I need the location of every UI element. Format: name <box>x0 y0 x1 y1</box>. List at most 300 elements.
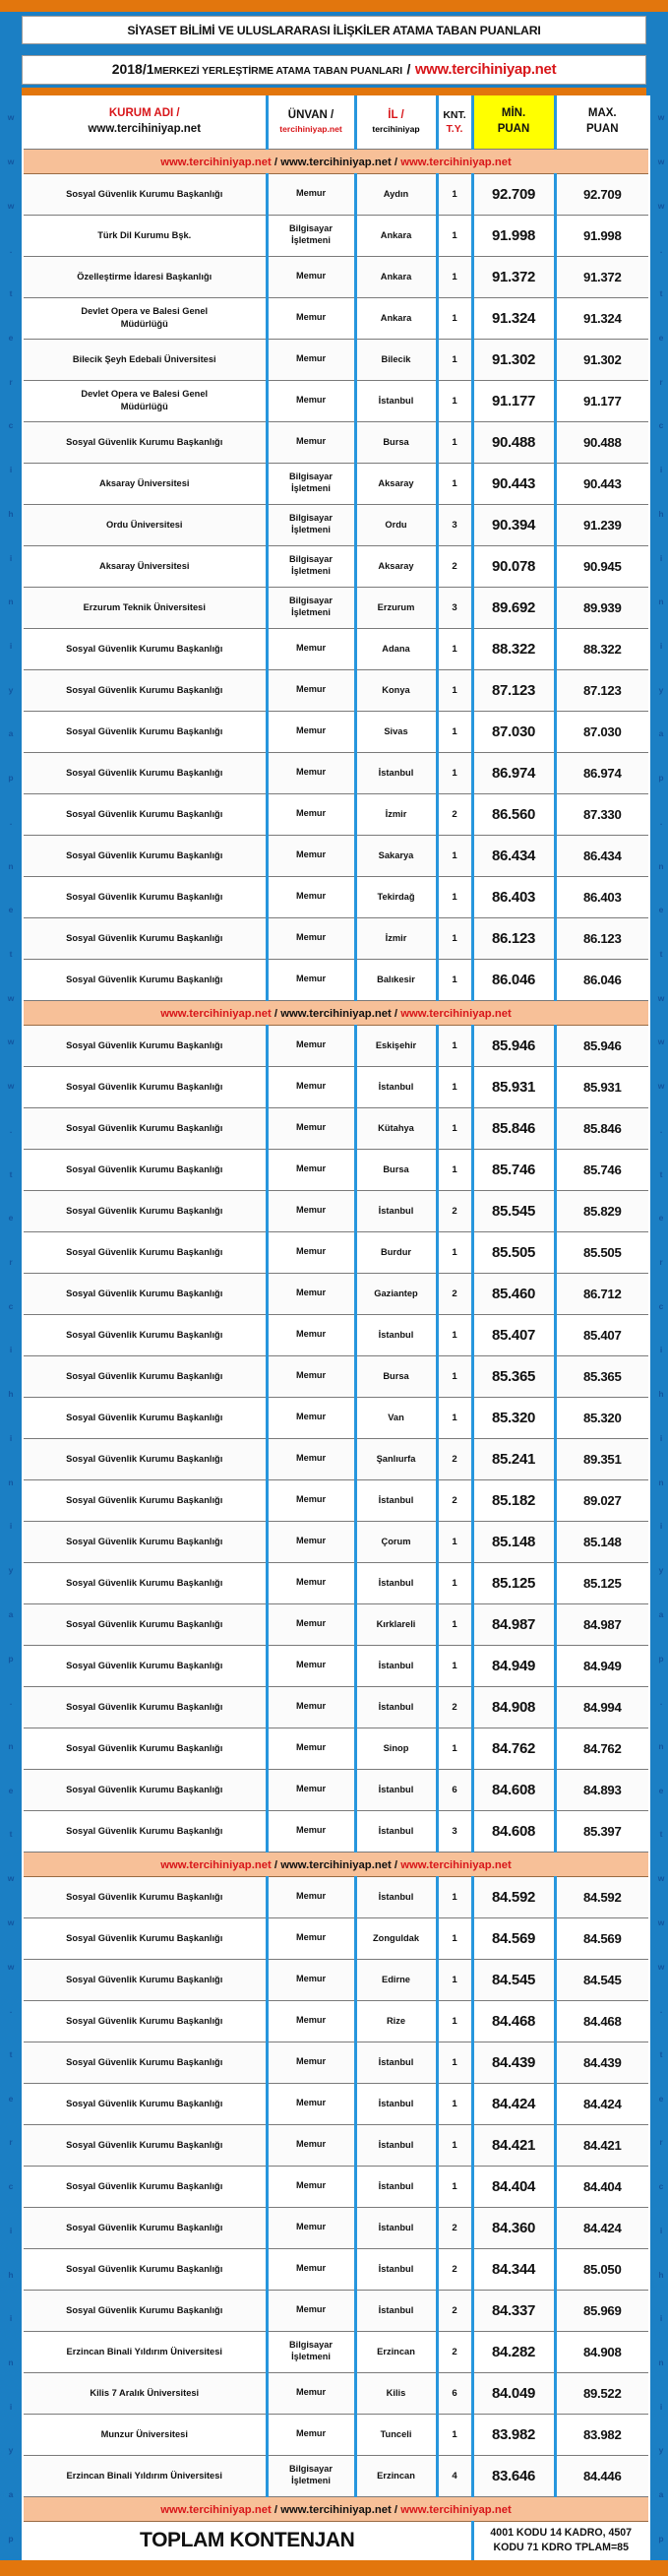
watermark-letter: . <box>9 1124 13 1135</box>
cell-kontenjan: 1 <box>437 2000 472 2042</box>
col-header-unvan-line2: tercihiniyap.net <box>279 124 342 135</box>
table-row[interactable] <box>24 504 648 545</box>
ad-banner-cell[interactable] <box>24 2496 648 2521</box>
ad-link-3[interactable]: www.tercihiniyap.net <box>400 1007 512 1020</box>
title-section <box>0 12 668 44</box>
table-row[interactable] <box>24 256 648 297</box>
table-row[interactable] <box>24 1025 648 1066</box>
table-row[interactable] <box>24 917 648 959</box>
cell-min-puan: 91.998 <box>472 215 555 256</box>
cell-kontenjan: 2 <box>437 1190 472 1231</box>
cell-il: İstanbul <box>355 2083 437 2124</box>
table-container <box>22 95 650 2560</box>
table-row[interactable] <box>24 711 648 752</box>
watermark-letter: . <box>9 244 13 255</box>
ad-separator-2: / <box>391 2503 401 2516</box>
cell-min-puan: 92.709 <box>472 173 555 215</box>
watermark-letter: e <box>658 905 664 915</box>
cell-kurum-adi: Sosyal Güvenlik Kurumu Başkanlığı <box>24 2083 267 2124</box>
watermark-letter: h <box>658 508 664 519</box>
cell-min-puan: 84.608 <box>472 1810 555 1852</box>
table-row[interactable] <box>24 669 648 711</box>
table-row[interactable] <box>24 1438 648 1479</box>
watermark-letter: w <box>7 992 15 1003</box>
table-row[interactable] <box>24 1810 648 1852</box>
table-row[interactable] <box>24 1686 648 1728</box>
table-row[interactable] <box>24 628 648 669</box>
watermark-letter: i <box>659 1345 663 1355</box>
cell-kurum-adi: Sosyal Güvenlik Kurumu Başkanlığı <box>24 1728 267 1769</box>
cell-min-puan: 85.148 <box>472 1521 555 1562</box>
col-header-max-line1: MAX. <box>587 107 617 120</box>
ad-link-2[interactable]: www.tercihiniyap.net <box>280 2503 392 2516</box>
table-row[interactable] <box>24 1107 648 1149</box>
cell-max-puan: 84.468 <box>555 2000 648 2042</box>
cell-unvan: Memur <box>267 1190 355 1231</box>
table-row[interactable] <box>24 835 648 876</box>
ad-link-2[interactable]: www.tercihiniyap.net <box>280 1007 392 1020</box>
cell-unvan: Bilgisayar İşletmeni <box>267 2331 355 2372</box>
subtitle-website-link[interactable]: www.tercihiniyap.net <box>414 61 557 78</box>
watermark-letter: n <box>658 1740 664 1751</box>
col-header-unvan-line1: ÜNVAN / <box>287 108 334 121</box>
table-row[interactable] <box>24 297 648 339</box>
cell-max-puan: 88.322 <box>555 628 648 669</box>
cell-max-puan: 86.403 <box>555 876 648 917</box>
watermark-letter: a <box>658 2489 664 2500</box>
watermark-letter: . <box>659 816 663 827</box>
watermark-letter: e <box>658 1785 664 1795</box>
watermark-letter: i <box>659 2313 663 2324</box>
table-row[interactable] <box>24 1521 648 1562</box>
table-row[interactable] <box>24 2414 648 2455</box>
cell-kurum-adi: Sosyal Güvenlik Kurumu Başkanlığı <box>24 1273 267 1314</box>
table-row[interactable] <box>24 1645 648 1686</box>
col-header-min-line1: MİN. <box>501 107 526 120</box>
cell-il: Kilis <box>355 2372 437 2414</box>
cell-min-puan: 88.322 <box>472 628 555 669</box>
table-row[interactable] <box>24 752 648 793</box>
table-row[interactable] <box>24 545 648 587</box>
col-header-min-puan[interactable] <box>472 95 555 149</box>
table-row[interactable] <box>24 2372 648 2414</box>
table-row[interactable] <box>24 2248 648 2290</box>
cell-min-puan: 84.049 <box>472 2372 555 2414</box>
cell-unvan: Memur <box>267 917 355 959</box>
watermark-letter: w <box>657 1916 665 1927</box>
cell-max-puan: 91.324 <box>555 297 648 339</box>
watermark-letter: n <box>658 597 664 607</box>
cell-min-puan: 90.443 <box>472 463 555 504</box>
cell-kontenjan: 2 <box>437 1438 472 1479</box>
cell-min-puan: 85.746 <box>472 1149 555 1190</box>
cell-max-puan: 84.569 <box>555 1917 648 1959</box>
table-row[interactable] <box>24 1355 648 1397</box>
cell-max-puan: 89.522 <box>555 2372 648 2414</box>
cell-unvan: Memur <box>267 1438 355 1479</box>
table-row[interactable] <box>24 1397 648 1438</box>
cell-kurum-adi: Sosyal Güvenlik Kurumu Başkanlığı <box>24 1314 267 1355</box>
watermark-letter: w <box>7 1037 15 1047</box>
cell-kontenjan: 1 <box>437 669 472 711</box>
watermark-letter: a <box>8 2489 14 2500</box>
cell-kurum-adi: Özelleştirme İdaresi Başkanlığı <box>24 256 267 297</box>
cell-kontenjan: 1 <box>437 1107 472 1149</box>
ad-link-1[interactable]: www.tercihiniyap.net <box>160 1007 272 1020</box>
ad-banner-cell[interactable] <box>24 1852 648 1876</box>
cell-unvan: Bilgisayar İşletmeni <box>267 2455 355 2496</box>
cell-il: Ankara <box>355 297 437 339</box>
table-row[interactable] <box>24 1231 648 1273</box>
cell-max-puan: 84.893 <box>555 1769 648 1810</box>
table-row[interactable] <box>24 2042 648 2083</box>
cell-unvan: Memur <box>267 1686 355 1728</box>
watermark-letter: c <box>8 420 14 431</box>
cell-il: İstanbul <box>355 2290 437 2331</box>
cell-il: İzmir <box>355 793 437 835</box>
cell-unvan: Memur <box>267 876 355 917</box>
table-row[interactable] <box>24 587 648 628</box>
cell-max-puan: 85.050 <box>555 2248 648 2290</box>
table-row[interactable] <box>24 380 648 421</box>
cell-max-puan: 84.908 <box>555 2331 648 2372</box>
watermark-letter: . <box>9 816 13 827</box>
table-row[interactable] <box>24 1769 648 1810</box>
watermark-letter: w <box>657 1037 665 1047</box>
col-header-max-line2: PUAN <box>585 122 619 135</box>
cell-il: Erzincan <box>355 2331 437 2372</box>
col-header-max-puan[interactable] <box>555 95 648 149</box>
watermark-letter: w <box>7 112 15 123</box>
ad-banner-row <box>24 2496 648 2521</box>
cell-kurum-adi: Sosyal Güvenlik Kurumu Başkanlığı <box>24 793 267 835</box>
table-row[interactable] <box>24 215 648 256</box>
cell-kurum-adi: Sosyal Güvenlik Kurumu Başkanlığı <box>24 1959 267 2000</box>
cell-kontenjan: 2 <box>437 1686 472 1728</box>
cell-kontenjan: 1 <box>437 380 472 421</box>
watermark-letter: y <box>658 684 664 695</box>
cell-unvan: Memur <box>267 2290 355 2331</box>
cell-kontenjan: 2 <box>437 2331 472 2372</box>
cell-min-puan: 84.468 <box>472 2000 555 2042</box>
watermark-letter: h <box>8 2269 14 2280</box>
table-row[interactable] <box>24 2124 648 2166</box>
cell-unvan: Memur <box>267 339 355 380</box>
table-row[interactable] <box>24 421 648 463</box>
cell-kontenjan: 1 <box>437 256 472 297</box>
cell-max-puan: 84.949 <box>555 1645 648 1686</box>
cell-min-puan: 84.545 <box>472 1959 555 2000</box>
table-row[interactable] <box>24 1479 648 1521</box>
cell-min-puan: 85.545 <box>472 1190 555 1231</box>
cell-kontenjan: 2 <box>437 545 472 587</box>
cell-unvan: Memur <box>267 835 355 876</box>
cell-unvan: Bilgisayar İşletmeni <box>267 587 355 628</box>
watermark-letter: i <box>9 465 13 475</box>
ad-separator-2: / <box>391 1007 401 1020</box>
ad-link-3[interactable]: www.tercihiniyap.net <box>400 2503 512 2516</box>
cell-unvan: Memur <box>267 669 355 711</box>
table-row[interactable] <box>24 1917 648 1959</box>
table-row[interactable] <box>24 1149 648 1190</box>
cell-kurum-adi: Sosyal Güvenlik Kurumu Başkanlığı <box>24 1107 267 1149</box>
col-header-il-line2: tercihiniyap <box>372 124 420 135</box>
table-row[interactable] <box>24 1728 648 1769</box>
watermark-letter: e <box>8 1785 14 1795</box>
table-row[interactable] <box>24 1314 648 1355</box>
ad-link-2[interactable]: www.tercihiniyap.net <box>280 156 392 168</box>
cell-kontenjan: 1 <box>437 2166 472 2207</box>
cell-unvan: Memur <box>267 2083 355 2124</box>
table-row[interactable] <box>24 1273 648 1314</box>
table-row[interactable] <box>24 2207 648 2248</box>
cell-kontenjan: 1 <box>437 711 472 752</box>
table-row[interactable] <box>24 1603 648 1645</box>
cell-il: Bursa <box>355 421 437 463</box>
subtitle-section <box>0 51 668 85</box>
cell-il: Gaziantep <box>355 1273 437 1314</box>
cell-kontenjan: 1 <box>437 2042 472 2083</box>
table-row[interactable] <box>24 339 648 380</box>
watermark-letter: y <box>8 1565 14 1576</box>
cell-kurum-adi: Sosyal Güvenlik Kurumu Başkanlığı <box>24 2042 267 2083</box>
ad-link-3[interactable]: www.tercihiniyap.net <box>400 1858 512 1871</box>
watermark-letter: r <box>659 2137 663 2148</box>
cell-kontenjan: 1 <box>437 215 472 256</box>
cell-min-puan: 84.282 <box>472 2331 555 2372</box>
cell-max-puan: 84.439 <box>555 2042 648 2083</box>
table-row[interactable] <box>24 2455 648 2496</box>
cell-unvan: Memur <box>267 297 355 339</box>
cell-unvan: Memur <box>267 2124 355 2166</box>
top-orange-bar <box>0 0 668 12</box>
ad-separator-2: / <box>391 1858 401 1871</box>
cell-kurum-adi: Devlet Opera ve Balesi Genel Müdürlüğü <box>24 380 267 421</box>
cell-min-puan: 86.434 <box>472 835 555 876</box>
table-row[interactable] <box>24 2290 648 2331</box>
cell-unvan: Memur <box>267 2000 355 2042</box>
cell-min-puan: 86.046 <box>472 959 555 1000</box>
cell-kurum-adi: Sosyal Güvenlik Kurumu Başkanlığı <box>24 2207 267 2248</box>
cell-max-puan: 90.443 <box>555 463 648 504</box>
cell-kontenjan: 1 <box>437 1314 472 1355</box>
table-row[interactable] <box>24 1876 648 1917</box>
watermark-letter: w <box>7 200 15 211</box>
cell-min-puan: 84.908 <box>472 1686 555 1728</box>
cell-il: İstanbul <box>355 1876 437 1917</box>
bottom-orange-bar <box>0 2560 668 2576</box>
watermark-letter: w <box>657 992 665 1003</box>
col-header-min-line2: PUAN <box>497 122 530 135</box>
cell-kontenjan: 1 <box>437 1917 472 1959</box>
table-row[interactable] <box>24 2000 648 2042</box>
watermark-letter: p <box>8 1653 14 1664</box>
cell-kurum-adi: Sosyal Güvenlik Kurumu Başkanlığı <box>24 1149 267 1190</box>
cell-kontenjan: 1 <box>437 339 472 380</box>
watermark-letter: . <box>659 2005 663 2016</box>
cell-kurum-adi: Sosyal Güvenlik Kurumu Başkanlığı <box>24 628 267 669</box>
watermark-letter: p <box>658 773 664 784</box>
cell-unvan: Memur <box>267 1769 355 1810</box>
watermark-letter: t <box>659 2048 663 2059</box>
cell-max-puan: 91.998 <box>555 215 648 256</box>
watermark-letter: p <box>658 1653 664 1664</box>
watermark-letter: h <box>658 1389 664 1400</box>
watermark-letter: y <box>658 1565 664 1576</box>
cell-kontenjan: 1 <box>437 752 472 793</box>
watermark-letter: i <box>659 2225 663 2235</box>
cell-kurum-adi: Sosyal Güvenlik Kurumu Başkanlığı <box>24 1397 267 1438</box>
cell-max-puan: 85.320 <box>555 1397 648 1438</box>
cell-max-puan: 84.994 <box>555 1686 648 1728</box>
table-row[interactable] <box>24 1959 648 2000</box>
watermark-letter: c <box>658 420 664 431</box>
cell-max-puan: 86.712 <box>555 1273 648 1314</box>
watermark-letter: y <box>658 2445 664 2456</box>
cell-unvan: Memur <box>267 1917 355 1959</box>
cell-min-puan: 86.974 <box>472 752 555 793</box>
watermark-letter: h <box>658 2269 664 2280</box>
cell-min-puan: 85.320 <box>472 1397 555 1438</box>
table-head <box>24 95 648 149</box>
col-header-il-line1: İL / <box>388 108 404 121</box>
cell-kurum-adi: Sosyal Güvenlik Kurumu Başkanlığı <box>24 1769 267 1810</box>
ad-separator-1: / <box>271 1858 281 1871</box>
cell-kontenjan: 2 <box>437 2290 472 2331</box>
col-header-il[interactable] <box>355 95 437 149</box>
table-row[interactable] <box>24 1066 648 1107</box>
cell-kurum-adi: Sosyal Güvenlik Kurumu Başkanlığı <box>24 917 267 959</box>
ad-link-3[interactable]: www.tercihiniyap.net <box>400 156 512 168</box>
table-header-row <box>24 95 648 149</box>
cell-il: Edirne <box>355 1959 437 2000</box>
col-header-kurum[interactable] <box>24 95 267 149</box>
cell-min-puan: 86.403 <box>472 876 555 917</box>
ad-banner-cell[interactable] <box>24 149 648 173</box>
total-kontenjan-label: TOPLAM KONTENJAN <box>24 2521 472 2560</box>
cell-kurum-adi: Sosyal Güvenlik Kurumu Başkanlığı <box>24 1686 267 1728</box>
col-header-unvan[interactable] <box>267 95 355 149</box>
cell-max-puan: 91.302 <box>555 339 648 380</box>
table-row[interactable] <box>24 463 648 504</box>
watermark-letter: n <box>658 860 664 871</box>
cell-max-puan: 89.939 <box>555 587 648 628</box>
ad-banner-cell[interactable] <box>24 1000 648 1025</box>
cell-kurum-adi: Sosyal Güvenlik Kurumu Başkanlığı <box>24 2248 267 2290</box>
cell-kontenjan: 1 <box>437 1231 472 1273</box>
ad-banner-row <box>24 1000 648 1025</box>
cell-il: Eskişehir <box>355 1025 437 1066</box>
ad-separator-1: / <box>271 2503 281 2516</box>
watermark-letter: w <box>657 1873 665 1884</box>
watermark-letter: w <box>7 1873 15 1884</box>
cell-kurum-adi: Sosyal Güvenlik Kurumu Başkanlığı <box>24 1190 267 1231</box>
cell-kontenjan: 1 <box>437 1025 472 1066</box>
cell-max-puan: 84.424 <box>555 2207 648 2248</box>
table-row[interactable] <box>24 876 648 917</box>
watermark-letter: i <box>9 1521 13 1532</box>
cell-il: Ordu <box>355 504 437 545</box>
cell-max-puan: 87.330 <box>555 793 648 835</box>
watermark-letter: a <box>658 728 664 739</box>
cell-il: İstanbul <box>355 1769 437 1810</box>
ad-link-2[interactable]: www.tercihiniyap.net <box>280 1858 392 1871</box>
cell-il: Balıkesir <box>355 959 437 1000</box>
table-row[interactable] <box>24 1562 648 1603</box>
cell-min-puan: 85.182 <box>472 1479 555 1521</box>
cell-kontenjan: 1 <box>437 917 472 959</box>
cell-min-puan: 85.946 <box>472 1025 555 1066</box>
table-row[interactable] <box>24 2331 648 2372</box>
cell-kurum-adi: Sosyal Güvenlik Kurumu Başkanlığı <box>24 711 267 752</box>
cell-il: İstanbul <box>355 2207 437 2248</box>
watermark-letter: i <box>659 552 663 563</box>
cell-min-puan: 87.030 <box>472 711 555 752</box>
table-row[interactable] <box>24 1190 648 1231</box>
watermark-letter: c <box>8 2181 14 2192</box>
table-row[interactable] <box>24 2166 648 2207</box>
cell-max-puan: 85.397 <box>555 1810 648 1852</box>
cell-kurum-adi: Sosyal Güvenlik Kurumu Başkanlığı <box>24 1562 267 1603</box>
cell-kurum-adi: Sosyal Güvenlik Kurumu Başkanlığı <box>24 835 267 876</box>
cell-kontenjan: 6 <box>437 2372 472 2414</box>
col-header-knt[interactable] <box>437 95 472 149</box>
table-row[interactable] <box>24 959 648 1000</box>
cell-kontenjan: 1 <box>437 463 472 504</box>
table-body <box>24 149 648 2560</box>
total-kontenjan-value <box>472 2521 648 2560</box>
cell-il: Kütahya <box>355 1107 437 1149</box>
ad-separator-1: / <box>271 1007 281 1020</box>
cell-kurum-adi: Kilis 7 Aralık Üniversitesi <box>24 2372 267 2414</box>
ad-link-1[interactable]: www.tercihiniyap.net <box>160 156 272 168</box>
watermark-letter: e <box>658 332 664 343</box>
cell-min-puan: 84.424 <box>472 2083 555 2124</box>
cell-kurum-adi: Sosyal Güvenlik Kurumu Başkanlığı <box>24 1810 267 1852</box>
cell-min-puan: 85.241 <box>472 1438 555 1479</box>
cell-kurum-adi: Sosyal Güvenlik Kurumu Başkanlığı <box>24 1066 267 1107</box>
cell-unvan: Memur <box>267 1397 355 1438</box>
cell-kurum-adi: Sosyal Güvenlik Kurumu Başkanlığı <box>24 2124 267 2166</box>
cell-max-puan: 83.982 <box>555 2414 648 2455</box>
cell-kontenjan: 2 <box>437 1479 472 1521</box>
table-row[interactable] <box>24 173 648 215</box>
cell-kontenjan: 2 <box>437 2248 472 2290</box>
table-row[interactable] <box>24 2083 648 2124</box>
cell-max-puan: 92.709 <box>555 173 648 215</box>
cell-unvan: Memur <box>267 1107 355 1149</box>
cell-kontenjan: 1 <box>437 1728 472 1769</box>
cell-il: Burdur <box>355 1231 437 1273</box>
ad-link-1[interactable]: www.tercihiniyap.net <box>160 1858 272 1871</box>
ad-link-1[interactable]: www.tercihiniyap.net <box>160 2503 272 2516</box>
cell-unvan: Memur <box>267 1562 355 1603</box>
watermark-letter: r <box>9 2137 13 2148</box>
watermark-letter: n <box>8 860 14 871</box>
watermark-letter: w <box>7 1961 15 1972</box>
cell-kurum-adi: Sosyal Güvenlik Kurumu Başkanlığı <box>24 752 267 793</box>
watermark-letter: p <box>8 773 14 784</box>
cell-max-puan: 85.969 <box>555 2290 648 2331</box>
watermark-letter: i <box>659 1521 663 1532</box>
watermark-letter: p <box>658 2533 664 2544</box>
cell-kontenjan: 3 <box>437 587 472 628</box>
table-row[interactable] <box>24 793 648 835</box>
cell-kurum-adi: Bilecik Şeyh Edebali Üniversitesi <box>24 339 267 380</box>
cell-max-puan: 90.488 <box>555 421 648 463</box>
cell-il: Adana <box>355 628 437 669</box>
watermark-letter: c <box>8 1300 14 1311</box>
